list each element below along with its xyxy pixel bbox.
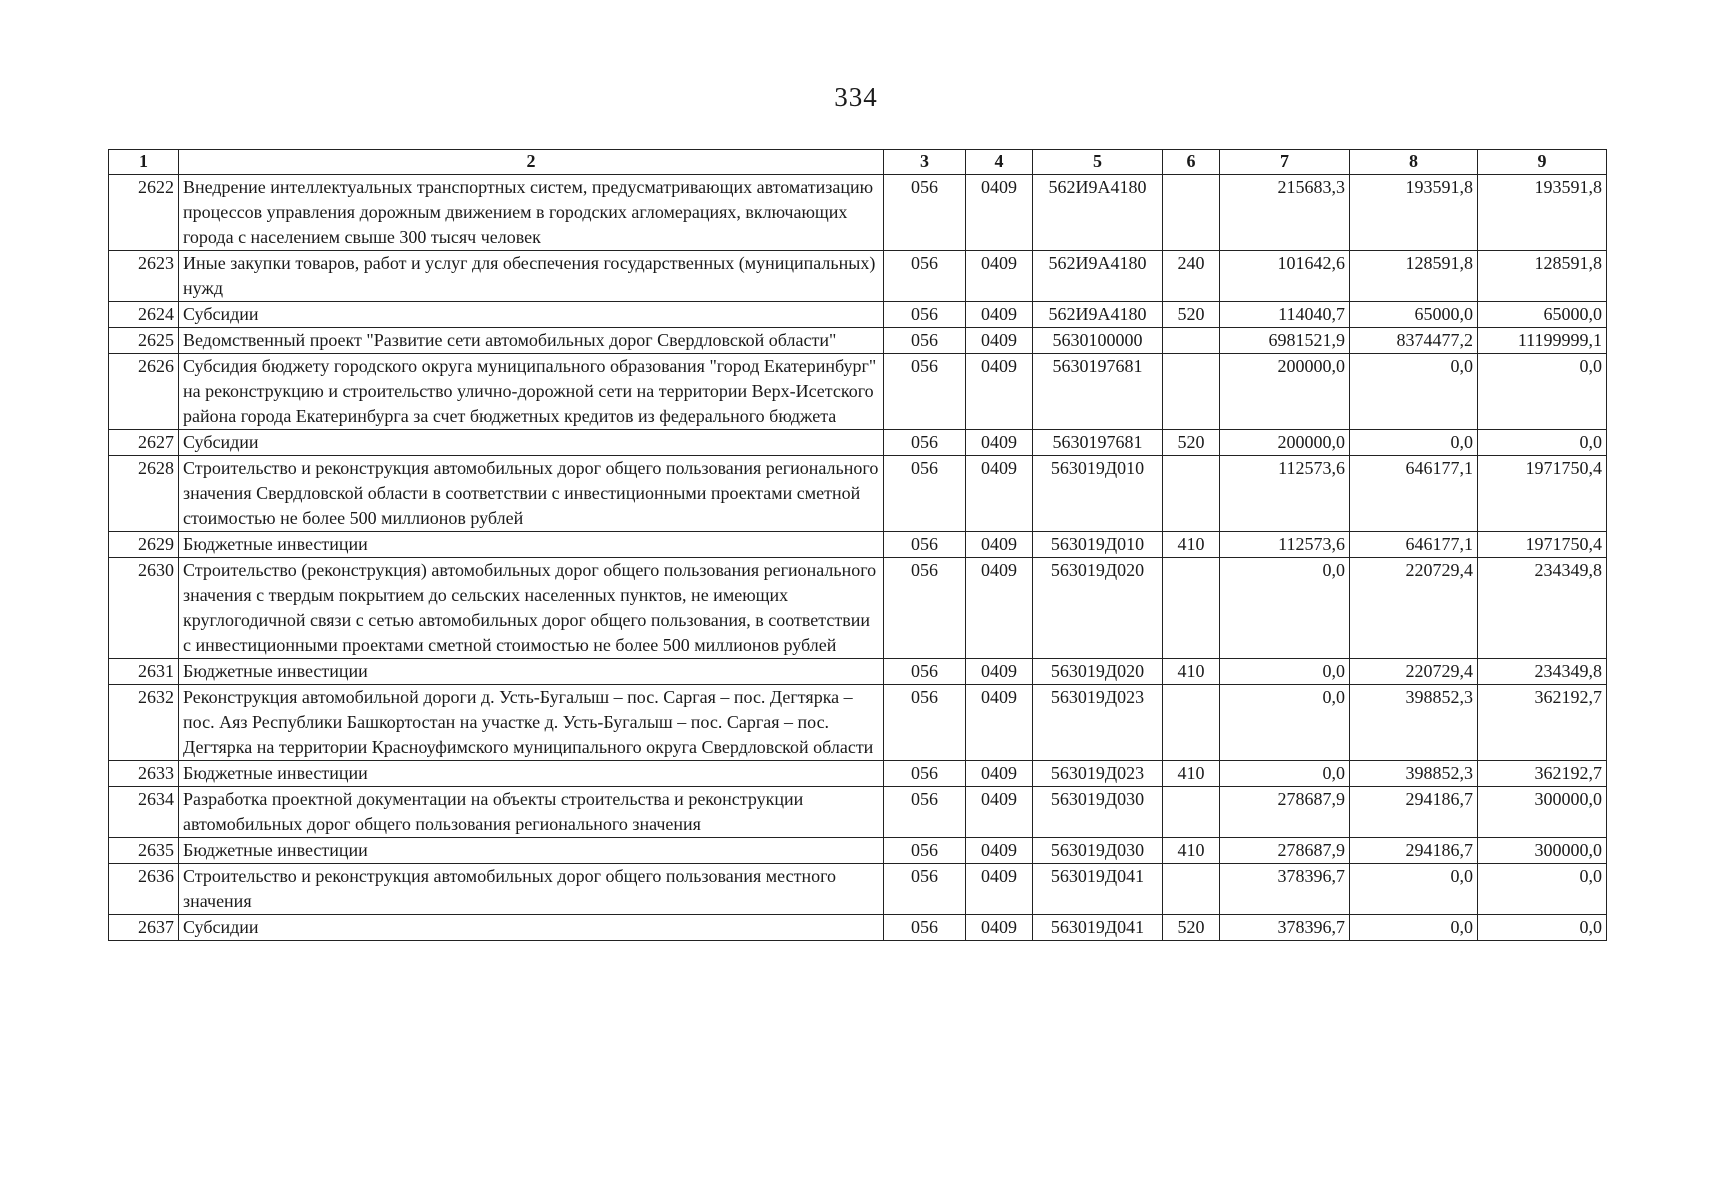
target-article-cell: 562И9А4180 <box>1033 251 1163 302</box>
column-header: 2 <box>179 150 884 175</box>
amount-cell: 278687,9 <box>1220 787 1350 838</box>
target-article-cell: 563019Д030 <box>1033 838 1163 864</box>
amount-cell: 0,0 <box>1478 430 1607 456</box>
row-number-cell: 2636 <box>109 864 179 915</box>
table-row <box>109 251 1607 302</box>
section-cell: 0409 <box>966 864 1033 915</box>
amount-cell: 0,0 <box>1220 761 1350 787</box>
row-number-cell: 2632 <box>109 685 179 761</box>
amount-cell: 646177,1 <box>1350 456 1478 532</box>
amount-cell: 378396,7 <box>1220 864 1350 915</box>
table-row <box>109 532 1607 558</box>
amount-cell: 0,0 <box>1478 354 1607 430</box>
item-name-cell: Строительство (реконструкция) автомобильных дорог общего пользования регионального значения с твердым покрытием до сельских населенных пунктов, не имеющих круглогодичной связи с сетью автомобильных дорог общего пользования, в соответствии с инвестиционными проектами сметной стоимостью не более 500 миллионов рублей <box>179 558 884 659</box>
amount-cell: 193591,8 <box>1478 175 1607 251</box>
item-name-cell: Строительство и реконструкция автомобильных дорог общего пользования местного значения <box>179 864 884 915</box>
amount-cell: 101642,6 <box>1220 251 1350 302</box>
amount-cell: 234349,8 <box>1478 659 1607 685</box>
code-cell: 056 <box>884 838 966 864</box>
amount-cell: 362192,7 <box>1478 685 1607 761</box>
row-number-cell: 2626 <box>109 354 179 430</box>
target-article-cell: 5630197681 <box>1033 430 1163 456</box>
amount-cell: 362192,7 <box>1478 761 1607 787</box>
amount-cell: 646177,1 <box>1350 532 1478 558</box>
code-cell: 056 <box>884 532 966 558</box>
target-article-cell: 5630197681 <box>1033 354 1163 430</box>
amount-cell: 300000,0 <box>1478 787 1607 838</box>
row-number-cell: 2634 <box>109 787 179 838</box>
section-cell: 0409 <box>966 558 1033 659</box>
expense-type-cell <box>1163 354 1220 430</box>
expense-type-cell: 410 <box>1163 838 1220 864</box>
table-row <box>109 558 1607 659</box>
amount-cell: 200000,0 <box>1220 354 1350 430</box>
item-name-cell: Субсидии <box>179 302 884 328</box>
item-name-cell: Субсидия бюджету городского округа муниципального образования "город Екатеринбург" на реконструкцию и строительство улично-дорожной сети на территории Верх-Исетского района города Екатеринбурга за счет бюджетных кредитов из федерального бюджета <box>179 354 884 430</box>
page-number: 334 <box>834 82 878 112</box>
section-cell: 0409 <box>966 787 1033 838</box>
amount-cell: 6981521,9 <box>1220 328 1350 354</box>
code-cell: 056 <box>884 175 966 251</box>
table-row <box>109 838 1607 864</box>
table-row <box>109 685 1607 761</box>
amount-cell: 0,0 <box>1478 915 1607 941</box>
code-cell: 056 <box>884 761 966 787</box>
row-number-cell: 2628 <box>109 456 179 532</box>
amount-cell: 0,0 <box>1350 915 1478 941</box>
amount-cell: 193591,8 <box>1350 175 1478 251</box>
amount-cell: 1971750,4 <box>1478 456 1607 532</box>
row-number-cell: 2633 <box>109 761 179 787</box>
amount-cell: 398852,3 <box>1350 761 1478 787</box>
row-number-cell: 2624 <box>109 302 179 328</box>
target-article-cell: 562И9А4180 <box>1033 175 1163 251</box>
target-article-cell: 563019Д010 <box>1033 532 1163 558</box>
row-number-cell: 2629 <box>109 532 179 558</box>
section-cell: 0409 <box>966 659 1033 685</box>
header-row <box>109 150 1607 175</box>
amount-cell: 234349,8 <box>1478 558 1607 659</box>
target-article-cell: 563019Д041 <box>1033 864 1163 915</box>
item-name-cell: Бюджетные инвестиции <box>179 532 884 558</box>
expense-type-cell <box>1163 864 1220 915</box>
expense-type-cell: 520 <box>1163 430 1220 456</box>
amount-cell: 294186,7 <box>1350 787 1478 838</box>
section-cell: 0409 <box>966 915 1033 941</box>
amount-cell: 128591,8 <box>1350 251 1478 302</box>
row-number-cell: 2627 <box>109 430 179 456</box>
expense-type-cell <box>1163 328 1220 354</box>
section-cell: 0409 <box>966 354 1033 430</box>
expense-type-cell: 410 <box>1163 532 1220 558</box>
column-header: 1 <box>109 150 179 175</box>
section-cell: 0409 <box>966 430 1033 456</box>
column-header: 9 <box>1478 150 1607 175</box>
expense-type-cell <box>1163 787 1220 838</box>
expense-type-cell: 410 <box>1163 659 1220 685</box>
amount-cell: 8374477,2 <box>1350 328 1478 354</box>
amount-cell: 11199999,1 <box>1478 328 1607 354</box>
table-row <box>109 354 1607 430</box>
column-header: 7 <box>1220 150 1350 175</box>
target-article-cell: 563019Д041 <box>1033 915 1163 941</box>
code-cell: 056 <box>884 456 966 532</box>
table-row <box>109 787 1607 838</box>
expense-type-cell <box>1163 175 1220 251</box>
section-cell: 0409 <box>966 685 1033 761</box>
expense-type-cell: 240 <box>1163 251 1220 302</box>
amount-cell: 200000,0 <box>1220 430 1350 456</box>
amount-cell: 398852,3 <box>1350 685 1478 761</box>
amount-cell: 300000,0 <box>1478 838 1607 864</box>
row-number-cell: 2637 <box>109 915 179 941</box>
amount-cell: 112573,6 <box>1220 532 1350 558</box>
section-cell: 0409 <box>966 251 1033 302</box>
amount-cell: 0,0 <box>1350 864 1478 915</box>
row-number-cell: 2631 <box>109 659 179 685</box>
amount-cell: 294186,7 <box>1350 838 1478 864</box>
table-row <box>109 328 1607 354</box>
expense-type-cell: 520 <box>1163 302 1220 328</box>
table-row <box>109 302 1607 328</box>
expense-type-cell <box>1163 456 1220 532</box>
code-cell: 056 <box>884 430 966 456</box>
amount-cell: 378396,7 <box>1220 915 1350 941</box>
target-article-cell: 562И9А4180 <box>1033 302 1163 328</box>
item-name-cell: Субсидии <box>179 430 884 456</box>
amount-cell: 112573,6 <box>1220 456 1350 532</box>
target-article-cell: 563019Д030 <box>1033 787 1163 838</box>
section-cell: 0409 <box>966 175 1033 251</box>
code-cell: 056 <box>884 302 966 328</box>
item-name-cell: Внедрение интеллектуальных транспортных систем, предусматривающих автоматизацию процессов управления дорожным движением в городских агломерациях, включающих города с населением свыше 300 тысяч человек <box>179 175 884 251</box>
item-name-cell: Бюджетные инвестиции <box>179 838 884 864</box>
column-header: 4 <box>966 150 1033 175</box>
code-cell: 056 <box>884 659 966 685</box>
target-article-cell: 563019Д023 <box>1033 685 1163 761</box>
amount-cell: 1971750,4 <box>1478 532 1607 558</box>
section-cell: 0409 <box>966 761 1033 787</box>
amount-cell: 65000,0 <box>1478 302 1607 328</box>
target-article-cell: 563019Д020 <box>1033 659 1163 685</box>
code-cell: 056 <box>884 685 966 761</box>
expense-type-cell <box>1163 558 1220 659</box>
amount-cell: 0,0 <box>1220 659 1350 685</box>
row-number-cell: 2623 <box>109 251 179 302</box>
amount-cell: 0,0 <box>1220 558 1350 659</box>
code-cell: 056 <box>884 915 966 941</box>
section-cell: 0409 <box>966 838 1033 864</box>
amount-cell: 215683,3 <box>1220 175 1350 251</box>
expense-type-cell: 520 <box>1163 915 1220 941</box>
table-row <box>109 915 1607 941</box>
row-number-cell: 2622 <box>109 175 179 251</box>
column-header: 5 <box>1033 150 1163 175</box>
item-name-cell: Бюджетные инвестиции <box>179 761 884 787</box>
amount-cell: 220729,4 <box>1350 558 1478 659</box>
expense-type-cell: 410 <box>1163 761 1220 787</box>
table-row <box>109 761 1607 787</box>
target-article-cell: 5630100000 <box>1033 328 1163 354</box>
code-cell: 056 <box>884 251 966 302</box>
column-header: 8 <box>1350 150 1478 175</box>
column-header: 3 <box>884 150 966 175</box>
code-cell: 056 <box>884 328 966 354</box>
amount-cell: 220729,4 <box>1350 659 1478 685</box>
amount-cell: 65000,0 <box>1350 302 1478 328</box>
section-cell: 0409 <box>966 302 1033 328</box>
code-cell: 056 <box>884 354 966 430</box>
section-cell: 0409 <box>966 328 1033 354</box>
code-cell: 056 <box>884 864 966 915</box>
amount-cell: 0,0 <box>1350 354 1478 430</box>
item-name-cell: Ведомственный проект "Развитие сети автомобильных дорог Свердловской области" <box>179 328 884 354</box>
target-article-cell: 563019Д010 <box>1033 456 1163 532</box>
expense-type-cell <box>1163 685 1220 761</box>
amount-cell: 278687,9 <box>1220 838 1350 864</box>
column-header: 6 <box>1163 150 1220 175</box>
table-row <box>109 659 1607 685</box>
row-number-cell: 2630 <box>109 558 179 659</box>
item-name-cell: Бюджетные инвестиции <box>179 659 884 685</box>
section-cell: 0409 <box>966 456 1033 532</box>
amount-cell: 114040,7 <box>1220 302 1350 328</box>
amount-cell: 0,0 <box>1220 685 1350 761</box>
amount-cell: 128591,8 <box>1478 251 1607 302</box>
row-number-cell: 2625 <box>109 328 179 354</box>
item-name-cell: Строительство и реконструкция автомобильных дорог общего пользования регионального значения Свердловской области в соответствии с инвестиционными проектами сметной стоимостью не более 500 миллионов рублей <box>179 456 884 532</box>
code-cell: 056 <box>884 558 966 659</box>
row-number-cell: 2635 <box>109 838 179 864</box>
code-cell: 056 <box>884 787 966 838</box>
table-row <box>109 864 1607 915</box>
target-article-cell: 563019Д023 <box>1033 761 1163 787</box>
item-name-cell: Разработка проектной документации на объекты строительства и реконструкции автомобильных дорог общего пользования регионального значения <box>179 787 884 838</box>
budget-table <box>108 149 1607 941</box>
item-name-cell: Реконструкция автомобильной дороги д. Усть-Бугалыш – пос. Саргая – пос. Дегтярка – пос. Аяз Республики Башкортостан на участке д. Усть-Бугалыш – пос. Саргая – пос. Дегтярка на территории Красноуфимского муниципального округа Свердловской области <box>179 685 884 761</box>
table-row <box>109 456 1607 532</box>
table-row <box>109 175 1607 251</box>
amount-cell: 0,0 <box>1350 430 1478 456</box>
amount-cell: 0,0 <box>1478 864 1607 915</box>
target-article-cell: 563019Д020 <box>1033 558 1163 659</box>
table-row <box>109 430 1607 456</box>
section-cell: 0409 <box>966 532 1033 558</box>
item-name-cell: Иные закупки товаров, работ и услуг для обеспечения государственных (муниципальных) нужд <box>179 251 884 302</box>
item-name-cell: Субсидии <box>179 915 884 941</box>
